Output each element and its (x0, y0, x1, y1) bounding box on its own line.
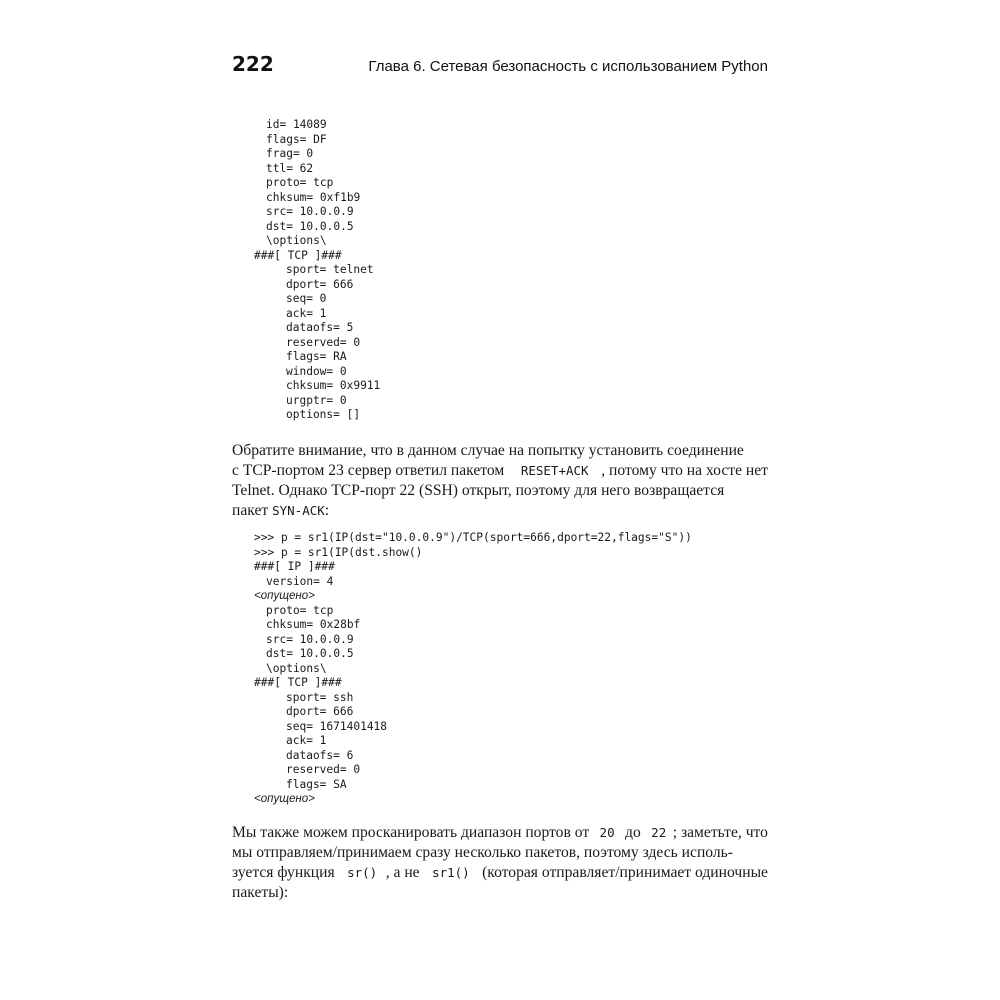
code-line: version= 4 (266, 574, 334, 588)
paragraph-line (232, 481, 768, 501)
inline-code: sr1() (432, 865, 470, 880)
code-line: dataofs= 6 (286, 748, 354, 762)
code-line: src= 10.0.0.9 (266, 632, 354, 646)
text-run: , потому что на хосте нет (601, 462, 768, 479)
code-line: ack= 1 (286, 306, 327, 320)
omitted-marker: <опущено> (254, 590, 315, 602)
text-run: зуется функция (232, 864, 339, 881)
paragraph-line (232, 501, 768, 521)
code-line: seq= 1671401418 (286, 719, 388, 733)
paragraph-reset-ack (232, 441, 768, 521)
code-line: \options\ (266, 234, 327, 247)
text-run: пакет (232, 502, 273, 519)
inline-code: 20 (599, 825, 615, 840)
code-line: dst= 10.0.0.5 (266, 647, 354, 660)
text-run: мы отправляем/принимаем сразу несколько пакетов, поэтому здесь исполь- (232, 844, 733, 861)
paragraph-line (232, 441, 768, 461)
code-block-syn-ack (254, 531, 692, 807)
code-line: flags= DF (266, 132, 327, 146)
code-line: window= 0 (286, 364, 347, 378)
code-line: reserved= 0 (286, 335, 361, 349)
text-run: : (324, 502, 330, 519)
paragraph-line (232, 843, 768, 863)
text-run: пакеты): (232, 884, 289, 901)
paragraph-line (232, 461, 768, 481)
code-line: chksum= 0x28bf (266, 618, 361, 631)
inline-code: sr() (347, 865, 378, 880)
code-line: \options\ (266, 661, 327, 675)
code-line: chksum= 0xf1b9 (266, 190, 361, 204)
code-line: frag= 0 (266, 147, 314, 160)
page-number: 222 (232, 52, 274, 76)
code-line: ack= 1 (286, 734, 327, 747)
omitted-marker: <опущено> (254, 793, 315, 805)
code-line: proto= tcp (266, 603, 334, 617)
text-run: ; заметьте, что (672, 824, 768, 841)
code-line: id= 14089 (266, 118, 327, 131)
code-line: >>> p = sr1(IP(dst="10.0.0.9")/TCP(sport=666,dport=22,flags="S")) (254, 531, 692, 544)
code-line: src= 10.0.0.9 (266, 205, 354, 218)
code-line: dport= 666 (286, 705, 354, 718)
code-block-tcp-response (254, 118, 380, 423)
code-line: >>> p = sr1(IP(dst.show() (254, 545, 423, 559)
code-line: flags= SA (286, 777, 347, 791)
text-run: , а не (385, 864, 424, 881)
text-run: с TCP-портом 23 сервер ответил пакетом (232, 462, 509, 479)
code-line: urgptr= 0 (286, 393, 347, 407)
paragraph-port-range (232, 823, 768, 903)
paragraph-line (232, 863, 768, 883)
code-line: seq= 0 (286, 292, 327, 305)
code-line: dataofs= 5 (286, 321, 354, 334)
inline-code: SYN-ACK (272, 503, 325, 518)
code-line: dst= 10.0.0.5 (266, 219, 354, 233)
code-line: dport= 666 (286, 277, 354, 291)
text-run: до (621, 824, 645, 841)
text-run: Мы также можем просканировать диапазон портов от (232, 824, 594, 841)
code-line: chksum= 0x9911 (286, 379, 381, 392)
code-line: ###[ TCP ]### (254, 676, 342, 689)
code-line: sport= ssh (286, 690, 354, 704)
paragraph-line (232, 883, 768, 903)
text-run: Telnet. Однако TCP-порт 22 (SSH) открыт, поэтому для него возвращается (232, 482, 725, 499)
running-title: Глава 6. Сетевая безопасность с использованием Python (368, 58, 768, 75)
code-line: ###[ TCP ]### (254, 248, 342, 262)
text-run: (которая отправляет/принимает одиночные (478, 864, 768, 881)
paragraph-line (232, 823, 768, 843)
text-run: Обратите внимание, что в данном случае на попытку установить соединение (232, 442, 744, 459)
code-line: ###[ IP ]### (254, 560, 335, 573)
code-line: reserved= 0 (286, 763, 361, 776)
code-line: sport= telnet (286, 263, 374, 276)
code-line: flags= RA (286, 350, 347, 363)
inline-code: 22 (651, 825, 667, 840)
code-line: ttl= 62 (266, 161, 314, 175)
code-line: proto= tcp (266, 176, 334, 189)
inline-code: RESET+ACK (520, 463, 589, 478)
code-line: options= [] (286, 408, 361, 421)
